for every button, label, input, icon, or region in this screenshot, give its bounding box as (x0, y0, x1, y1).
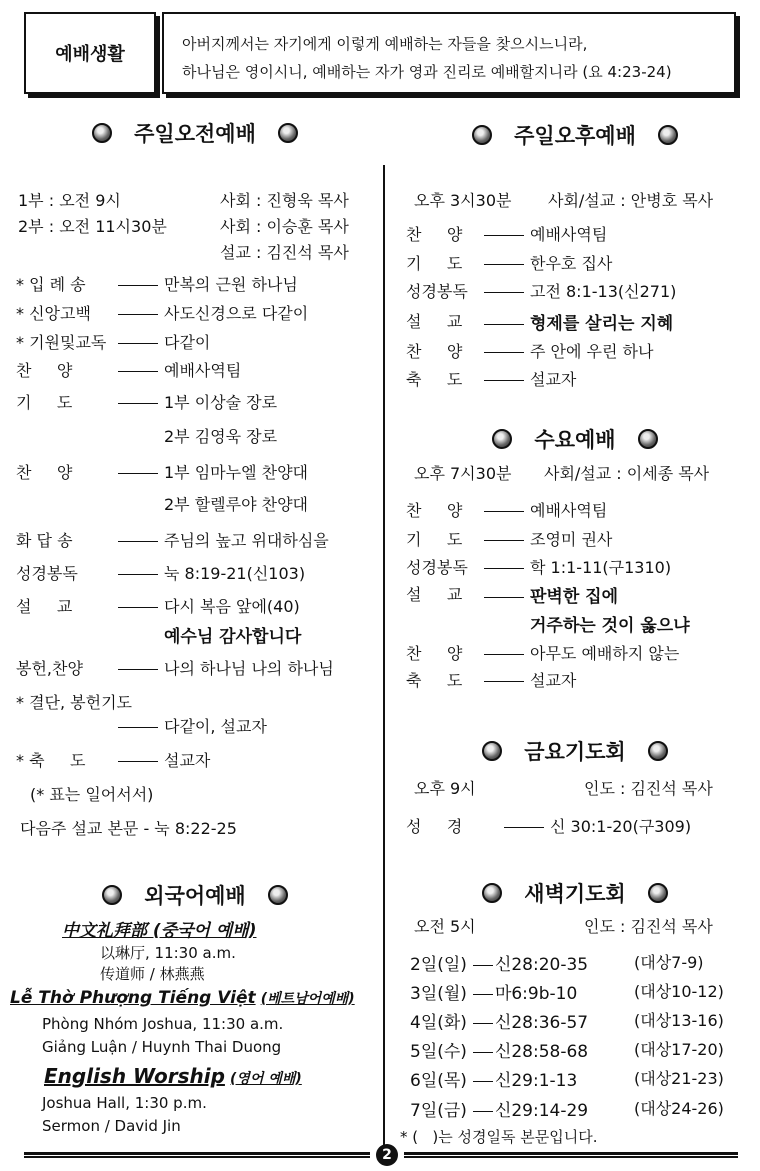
morning-note: (* 표는 일어서서) (30, 785, 154, 804)
order-label: 찬 양 (406, 225, 463, 244)
order-value: 예배사역팀 (478, 222, 607, 245)
dawn-row: 3일(월) 마6:9b-10 (410, 984, 578, 1004)
order-value: 눅 8:19-21(신103) (112, 561, 305, 584)
order-label: 기 도 (406, 530, 463, 549)
dash-icon (473, 965, 493, 966)
wednesday-title: 수요예배 (410, 424, 740, 454)
morning-preacher: 설교 : 김진석 목사 (220, 243, 349, 262)
morning-title: 주일오전예배 (40, 118, 350, 148)
dash-icon (484, 540, 524, 541)
morning-time-2: 2부 : 오전 11시30분 (18, 217, 167, 236)
dash-icon (118, 727, 158, 728)
dash-icon (118, 371, 158, 372)
footer-rule-right (404, 1152, 738, 1158)
order-value: 설교자 (112, 748, 210, 771)
order-value: 설교자 (478, 367, 576, 390)
bullet-icon (658, 125, 678, 145)
order-label: 찬 양 (406, 644, 463, 663)
dash-icon (118, 574, 158, 575)
footer-rule-left (24, 1152, 370, 1158)
bullet-icon (92, 123, 112, 143)
dawn-reading: (대상17-20) (634, 1040, 724, 1059)
order-label: * 축 도 (16, 751, 86, 770)
dash-icon (473, 1081, 493, 1082)
wednesday-time: 오후 7시30분 (414, 464, 512, 483)
dash-icon (118, 314, 158, 315)
dawn-reading: (대상10-12) (634, 982, 724, 1001)
order-value: 형제를 살리는 지혜 (478, 309, 673, 334)
bullet-icon (648, 883, 668, 903)
bullet-icon (648, 741, 668, 761)
chinese-line-1: 以琳厅, 11:30 a.m. (100, 944, 236, 962)
dawn-row: 4일(화) 신28:36-57 (410, 1013, 589, 1033)
dash-icon (473, 994, 493, 995)
next-sermon: 다음주 설교 본문 - 눅 8:22-25 (20, 819, 237, 838)
order-value: 거주하는 것이 옳으냐 (530, 616, 690, 636)
dash-icon (504, 827, 544, 828)
chinese-line-2: 传道师 / 林燕燕 (100, 965, 205, 983)
order-label: 기 도 (16, 393, 73, 412)
order-value: 다같이, 설교자 (112, 714, 267, 737)
friday-title: 금요기도회 (410, 736, 740, 766)
bullet-icon (492, 429, 512, 449)
dash-icon (484, 324, 524, 325)
dash-icon (484, 352, 524, 353)
dawn-row: 2일(일) 신28:20-35 (410, 955, 589, 975)
order-value: 1부 임마누엘 찬양대 (112, 460, 308, 483)
order-value: 2부 할렐루야 찬양대 (164, 495, 308, 514)
order-label: 축 도 (406, 671, 463, 690)
order-value: 1부 이상술 장로 (112, 390, 277, 413)
order-value: 예수님 감사합니다 (164, 627, 302, 647)
dawn-reading: (대상24-26) (634, 1099, 724, 1118)
order-value: 다시 복음 앞에(40) (112, 594, 300, 617)
morning-leader-1: 사회 : 진형욱 목사 (220, 191, 349, 210)
dawn-note: * ( )는 성경일독 본문입니다. (400, 1128, 598, 1146)
order-label: * 신앙고백 (16, 304, 91, 323)
afternoon-title: 주일오후예배 (410, 120, 740, 150)
order-label: 찬 양 (406, 501, 463, 520)
column-divider (383, 165, 385, 1145)
section-label: 예배생활 (24, 12, 156, 94)
bullet-icon (482, 883, 502, 903)
dash-icon (484, 511, 524, 512)
order-value: 사도신경으로 다같이 (112, 301, 308, 324)
dawn-row: 5일(수) 신28:58-68 (410, 1042, 589, 1062)
header-verse (162, 12, 736, 94)
bullet-icon (472, 125, 492, 145)
order-label: 봉헌,찬양 (16, 659, 83, 678)
order-label: * 기원및교독 (16, 333, 107, 352)
dash-icon (118, 669, 158, 670)
order-value: 주 안에 우린 하나 (478, 339, 653, 362)
dash-icon (484, 292, 524, 293)
english-worship-title: English Worship (영어 예배) (44, 1064, 302, 1088)
order-value: 조영미 권사 (478, 527, 612, 550)
afternoon-time: 오후 3시30분 (414, 191, 512, 210)
order-value: 만복의 근원 하나님 (112, 272, 298, 295)
bullet-icon (268, 885, 288, 905)
dash-icon (118, 285, 158, 286)
morning-time-1: 1부 : 오전 9시 (18, 191, 121, 210)
dash-icon (118, 343, 158, 344)
dash-icon (484, 568, 524, 569)
chinese-worship-title: 中文礼拜部 (중국어 예배) (62, 921, 257, 941)
dawn-row: 6일(목) 신29:1-13 (410, 1071, 578, 1091)
dash-icon (118, 761, 158, 762)
order-label: 화 답 송 (16, 531, 73, 550)
english-line-2: Sermon / David Jin (42, 1117, 181, 1135)
order-value: 한우호 집사 (478, 251, 612, 274)
morning-leader-2: 사회 : 이승훈 목사 (220, 217, 349, 236)
order-value: 고전 8:1-13(신271) (478, 279, 676, 302)
page-number: 2 (376, 1144, 398, 1166)
order-value: 판벽한 집에 (478, 582, 618, 607)
order-value: 다같이 (112, 330, 210, 353)
vietnamese-line-1: Phòng Nhóm Joshua, 11:30 a.m. (42, 1015, 284, 1033)
dash-icon (473, 1111, 493, 1112)
dash-icon (473, 1052, 493, 1053)
dash-icon (118, 607, 158, 608)
order-label: 찬 양 (16, 463, 73, 482)
dash-icon (473, 1023, 493, 1024)
order-value: 주님의 높고 위대하심을 (112, 528, 329, 551)
order-value: 예배사역팀 (478, 498, 607, 521)
order-label: 설 교 (406, 312, 463, 331)
order-value: 2부 김영욱 장로 (164, 427, 278, 446)
dash-icon (118, 403, 158, 404)
order-label: 찬 양 (406, 342, 463, 361)
english-line-1: Joshua Hall, 1:30 p.m. (42, 1094, 207, 1112)
dash-icon (484, 597, 524, 598)
friday-scripture-label: 성 경 (406, 817, 463, 836)
dash-icon (484, 264, 524, 265)
dash-icon (118, 473, 158, 474)
order-label: 축 도 (406, 370, 463, 389)
order-label: 성경봉독 (406, 558, 468, 577)
foreign-title: 외국어예배 (40, 880, 350, 910)
order-label: 찬 양 (16, 361, 73, 380)
dash-icon (118, 541, 158, 542)
dawn-time: 오전 5시 (414, 917, 476, 936)
dawn-title: 새벽기도회 (410, 878, 740, 908)
bullet-icon (482, 741, 502, 761)
order-label: 성경봉독 (16, 564, 78, 583)
dawn-row: 7일(금) 신29:14-29 (410, 1101, 589, 1121)
dash-icon (484, 380, 524, 381)
wednesday-leader: 사회/설교 : 이세종 목사 (544, 464, 710, 483)
order-value: 예배사역팀 (112, 358, 241, 381)
order-value: 설교자 (478, 668, 576, 691)
dash-icon (484, 654, 524, 655)
bullet-icon (638, 429, 658, 449)
order-label: * 입 례 송 (16, 275, 86, 294)
order-label: * 결단, 봉헌기도 (16, 693, 132, 712)
friday-leader: 인도 : 김진석 목사 (584, 779, 713, 798)
dash-icon (484, 681, 524, 682)
verse-line-1: 아버지께서는 자기에게 이렇게 예배하는 자들을 찾으시느니라, (182, 35, 588, 53)
bullet-icon (102, 885, 122, 905)
order-label: 성경봉독 (406, 282, 468, 301)
order-value: 아무도 예배하지 않는 (478, 641, 679, 664)
verse-line-2: 하나님은 영이시니, 예배하는 자가 영과 진리로 예배할지니라 (요 4:23-24) (182, 63, 672, 81)
bullet-icon (278, 123, 298, 143)
vietnamese-line-2: Giảng Luận / Huynh Thai Duong (42, 1038, 282, 1056)
dawn-reading: (대상21-23) (634, 1069, 724, 1088)
friday-time: 오후 9시 (414, 779, 476, 798)
afternoon-leader: 사회/설교 : 안병호 목사 (548, 191, 714, 210)
order-label: 설 교 (16, 597, 73, 616)
friday-scripture: 신 30:1-20(구309) (498, 814, 691, 837)
vietnamese-worship-title: Lễ Thờ Phượng Tiếng Việt (베트남어예배) (10, 988, 355, 1008)
dash-icon (484, 235, 524, 236)
order-label: 기 도 (406, 254, 463, 273)
dawn-leader: 인도 : 김진석 목사 (584, 917, 713, 936)
order-value: 학 1:1-11(구1310) (478, 555, 671, 578)
dawn-reading: (대상13-16) (634, 1011, 724, 1030)
dawn-reading: (대상7-9) (634, 953, 704, 972)
order-label: 설 교 (406, 585, 463, 604)
order-value: 나의 하나님 나의 하나님 (112, 656, 334, 679)
